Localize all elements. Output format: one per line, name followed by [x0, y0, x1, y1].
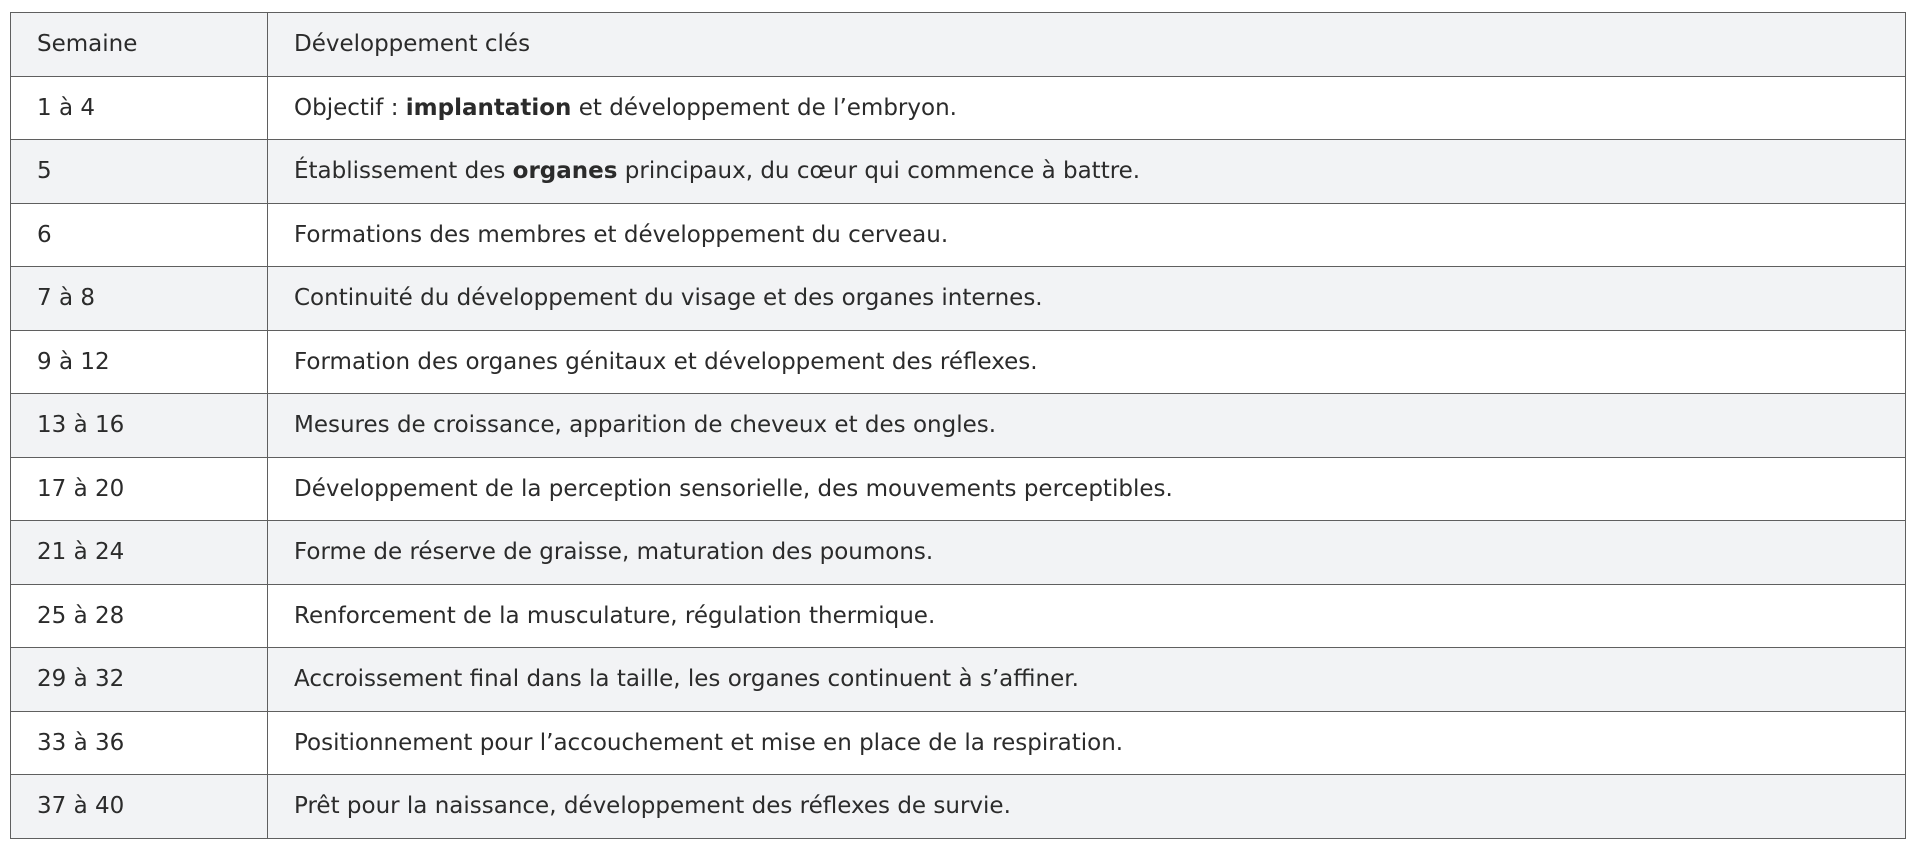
week-cell: 17 à 20 [11, 457, 268, 521]
week-cell: 33 à 36 [11, 711, 268, 775]
development-text: Prêt pour la naissance, développement des réflexes de survie. [294, 793, 1011, 820]
development-cell [268, 394, 1906, 458]
development-text: Continuité du développement du visage et des organes internes. [294, 285, 1043, 312]
table-row [11, 394, 1906, 458]
development-cell [268, 648, 1906, 712]
week-cell: 13 à 16 [11, 394, 268, 458]
table-row [11, 775, 1906, 839]
week-cell: 29 à 32 [11, 648, 268, 712]
development-text: Forme de réserve de graisse, maturation des poumons. [294, 539, 934, 566]
development-cell [268, 584, 1906, 648]
development-bold-text: organes [512, 158, 618, 185]
table-row [11, 203, 1906, 267]
development-text: Établissement des [294, 158, 513, 185]
table-row [11, 140, 1906, 204]
development-text: Accroissement final dans la taille, les organes continuent à s’affiner. [294, 666, 1079, 693]
week-cell: 1 à 4 [11, 76, 268, 140]
development-text: Objectif : [294, 94, 406, 121]
development-cell [268, 521, 1906, 585]
development-text: Formation des organes génitaux et développement des réflexes. [294, 348, 1038, 375]
week-cell: 9 à 12 [11, 330, 268, 394]
development-cell [268, 140, 1906, 204]
header-development: Développement clés [268, 13, 1906, 77]
development-bold-text: implantation [405, 94, 572, 121]
table-row [11, 457, 1906, 521]
table-row [11, 648, 1906, 712]
week-cell: 25 à 28 [11, 584, 268, 648]
table-body [11, 76, 1906, 838]
development-table-container [10, 12, 1906, 839]
development-cell [268, 203, 1906, 267]
development-table [10, 12, 1906, 839]
week-cell: 21 à 24 [11, 521, 268, 585]
table-row [11, 711, 1906, 775]
development-text: Renforcement de la musculature, régulation thermique. [294, 602, 936, 629]
week-cell: 7 à 8 [11, 267, 268, 331]
week-cell: 5 [11, 140, 268, 204]
development-cell [268, 775, 1906, 839]
development-cell [268, 330, 1906, 394]
development-cell [268, 457, 1906, 521]
table-row [11, 267, 1906, 331]
week-cell: 6 [11, 203, 268, 267]
week-cell: 37 à 40 [11, 775, 268, 839]
development-text: Formations des membres et développement du cerveau. [294, 221, 949, 248]
development-text: Positionnement pour l’accouchement et mise en place de la respiration. [294, 729, 1124, 756]
table-row [11, 584, 1906, 648]
development-text: Mesures de croissance, apparition de cheveux et des ongles. [294, 412, 997, 439]
table-header-row [11, 13, 1906, 77]
header-week: Semaine [11, 13, 268, 77]
table-row [11, 521, 1906, 585]
development-text-end: et développement de l’embryon. [571, 94, 957, 121]
table-row [11, 76, 1906, 140]
table-row [11, 330, 1906, 394]
development-text: Développement de la perception sensorielle, des mouvements perceptibles. [294, 475, 1173, 502]
development-cell [268, 711, 1906, 775]
development-cell [268, 267, 1906, 331]
development-cell [268, 76, 1906, 140]
development-text-end: principaux, du cœur qui commence à battre. [617, 158, 1141, 185]
